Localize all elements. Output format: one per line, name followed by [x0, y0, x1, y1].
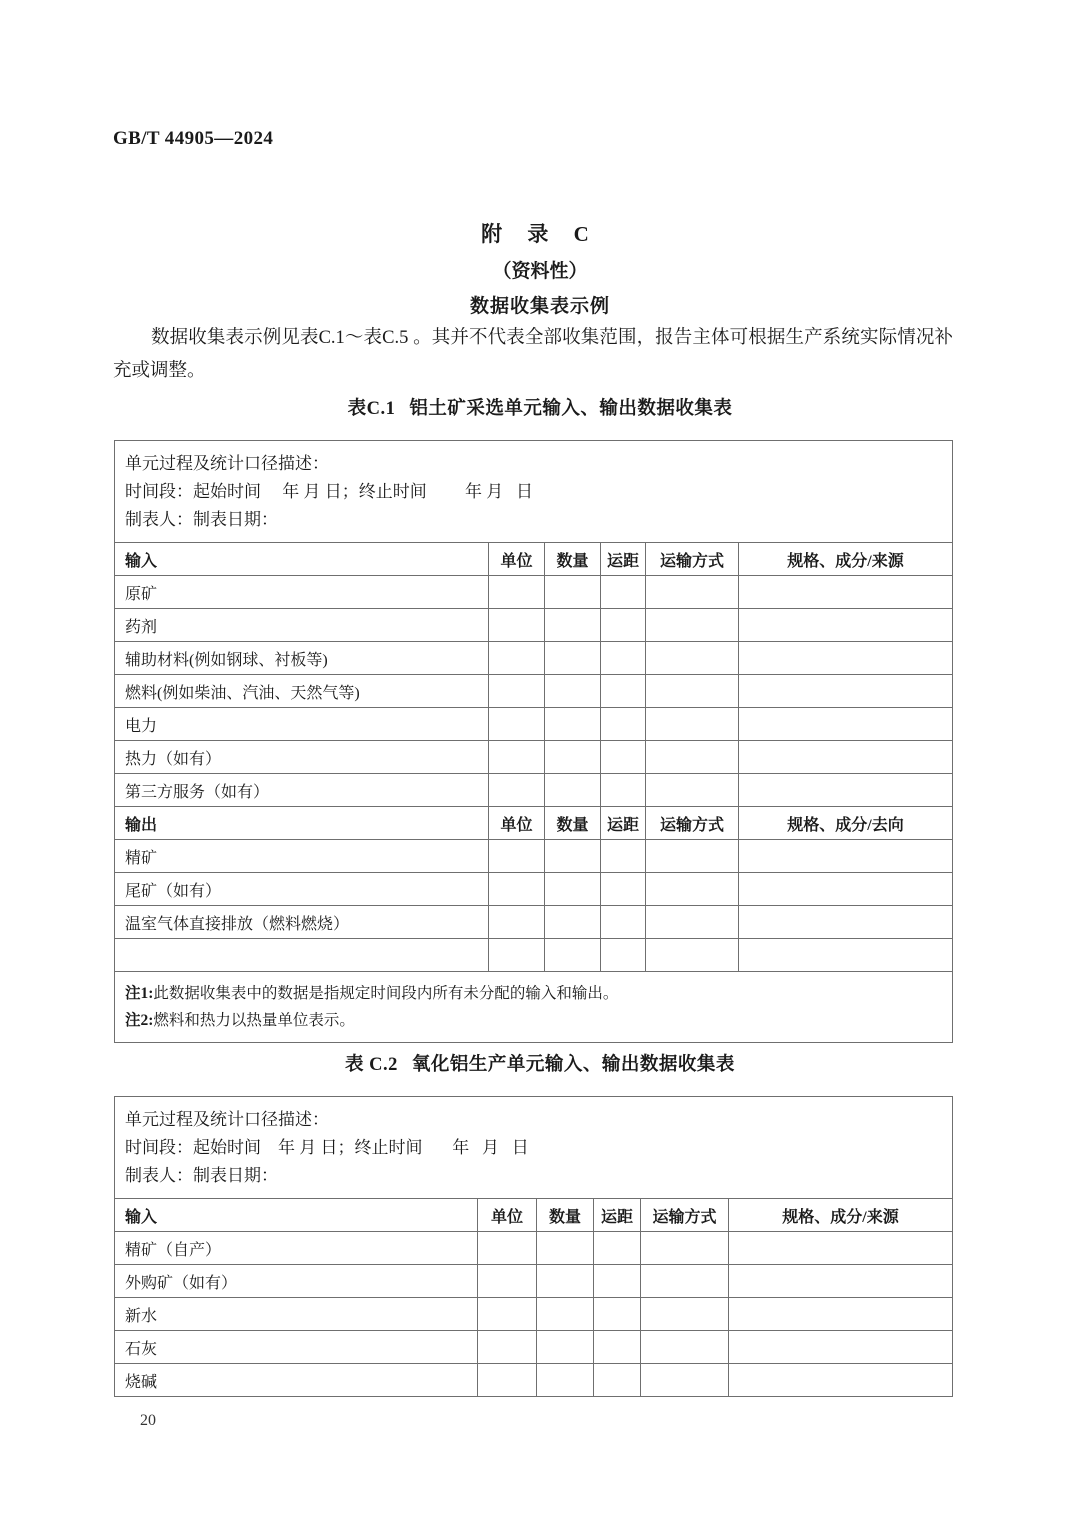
output-cell-transport[interactable] [646, 906, 739, 939]
input-cell-spec[interactable] [739, 609, 953, 642]
input-header-quantity: 数量 [545, 543, 601, 576]
input-cell-transport[interactable] [646, 642, 739, 675]
input-header-name: 输入 [115, 543, 489, 576]
table-row [115, 774, 953, 807]
input-cell-distance[interactable] [594, 1298, 641, 1331]
table-c1-caption-text: 铝土矿采选单元输入、输出数据收集表 [409, 399, 733, 419]
input-cell-distance[interactable] [601, 741, 646, 774]
table-c1-input-header-row [115, 543, 953, 576]
input-cell-spec[interactable] [739, 576, 953, 609]
description-line-2: 时间段：起始时间 年 月 日；终止时间 年 月 日 [125, 482, 533, 501]
input-cell-spec[interactable] [729, 1298, 953, 1331]
input-row-label: 第三方服务（如有） [115, 774, 489, 807]
table-c1-description-row [115, 441, 953, 543]
input-header-distance: 运距 [601, 543, 646, 576]
description-line-2: 时间段：起始时间 年 月 日；终止时间 年 月 日 [125, 1138, 529, 1157]
table-c2 [114, 1096, 953, 1397]
input-cell-distance[interactable] [594, 1364, 641, 1397]
table-row [115, 642, 953, 675]
table-row [115, 1298, 953, 1331]
output-cell-distance[interactable] [601, 873, 646, 906]
intro-paragraph: 数据收集表示例见表C.1～表C.5 。其并不代表全部收集范围，报告主体可根据生产系统实际情况补充或调整。 [113, 328, 953, 381]
input-cell-spec[interactable] [739, 708, 953, 741]
input-cell-distance[interactable] [594, 1331, 641, 1364]
input-cell-unit[interactable] [478, 1331, 537, 1364]
input-cell-transport[interactable] [646, 576, 739, 609]
input-cell-unit[interactable] [478, 1232, 537, 1265]
output-cell-quantity[interactable] [545, 906, 601, 939]
input-cell-spec[interactable] [739, 642, 953, 675]
output-cell-spec[interactable] [739, 906, 953, 939]
table-c1 [114, 440, 953, 1043]
output-cell-quantity[interactable] [545, 840, 601, 873]
table-c2-input-header-row [115, 1199, 953, 1232]
description-line-3: 制表人：制表日期： [125, 510, 278, 529]
input-header-unit: 单位 [478, 1199, 537, 1232]
input-cell-quantity[interactable] [537, 1331, 594, 1364]
input-header-unit: 单位 [489, 543, 545, 576]
table-c1-caption [0, 394, 1080, 420]
input-cell-quantity[interactable] [537, 1298, 594, 1331]
output-cell-unit[interactable] [489, 939, 545, 972]
input-cell-spec[interactable] [739, 774, 953, 807]
table-row [115, 708, 953, 741]
page-number: 20 [140, 1412, 156, 1429]
table-row [115, 1331, 953, 1364]
table-row [115, 675, 953, 708]
input-cell-spec[interactable] [729, 1232, 953, 1265]
table-c1-caption-number: 表C.1 [347, 399, 396, 419]
input-cell-quantity[interactable] [545, 609, 601, 642]
annex-heading-block [0, 218, 1080, 318]
annex-title: 附 录 C [481, 222, 599, 246]
input-cell-transport[interactable] [646, 609, 739, 642]
input-cell-unit[interactable] [489, 741, 545, 774]
output-cell-distance[interactable] [601, 906, 646, 939]
input-cell-transport[interactable] [646, 774, 739, 807]
annex-kind: （资料性） [492, 261, 588, 282]
note-label: 注2: [125, 1012, 154, 1029]
input-cell-quantity[interactable] [537, 1364, 594, 1397]
input-row-label: 烧碱 [115, 1364, 478, 1397]
table-c2-description-cell [115, 1097, 953, 1199]
input-cell-spec[interactable] [729, 1364, 953, 1397]
input-row-label: 精矿（自产） [115, 1232, 478, 1265]
output-cell-quantity[interactable] [545, 939, 601, 972]
input-cell-spec[interactable] [729, 1331, 953, 1364]
description-line-1: 单元过程及统计口径描述： [125, 1110, 329, 1129]
output-cell-spec[interactable] [739, 873, 953, 906]
note-line [125, 1007, 952, 1034]
input-row-label: 原矿 [115, 576, 489, 609]
input-cell-unit[interactable] [478, 1364, 537, 1397]
output-row-label: 精矿 [115, 840, 489, 873]
output-cell-transport[interactable] [646, 840, 739, 873]
input-cell-unit[interactable] [478, 1298, 537, 1331]
input-cell-quantity[interactable] [545, 642, 601, 675]
table-c2-caption-number: 表 C.2 [345, 1055, 398, 1075]
input-cell-quantity[interactable] [537, 1232, 594, 1265]
input-cell-quantity[interactable] [545, 741, 601, 774]
input-cell-distance[interactable] [601, 576, 646, 609]
table-row [115, 576, 953, 609]
input-cell-quantity[interactable] [545, 675, 601, 708]
output-cell-transport[interactable] [646, 939, 739, 972]
input-cell-transport[interactable] [646, 741, 739, 774]
input-cell-unit[interactable] [478, 1265, 537, 1298]
running-header: GB/T 44905—2024 [113, 128, 274, 149]
table-row [115, 1364, 953, 1397]
input-header-transport: 运输方式 [641, 1199, 729, 1232]
input-cell-transport[interactable] [641, 1232, 729, 1265]
input-row-label: 石灰 [115, 1331, 478, 1364]
table-c1-notes-cell [115, 972, 953, 1043]
input-header-spec: 规格、成分/来源 [739, 543, 953, 576]
input-cell-transport[interactable] [641, 1364, 729, 1397]
output-cell-spec[interactable] [739, 840, 953, 873]
input-row-label: 新水 [115, 1298, 478, 1331]
output-row-label: 温室气体直接排放（燃料燃烧） [115, 906, 489, 939]
table-row [115, 939, 953, 972]
input-cell-transport[interactable] [646, 675, 739, 708]
input-header-name: 输入 [115, 1199, 478, 1232]
input-row-label: 电力 [115, 708, 489, 741]
output-cell-unit[interactable] [489, 906, 545, 939]
output-header-quantity: 数量 [545, 807, 601, 840]
table-c2-caption [0, 1050, 1080, 1076]
table-c2-caption-text: 氧化铝生产单元输入、输出数据收集表 [411, 1055, 735, 1075]
input-cell-distance[interactable] [601, 708, 646, 741]
table-row [115, 1265, 953, 1298]
note-line [125, 980, 952, 1007]
input-cell-quantity[interactable] [545, 708, 601, 741]
input-row-label: 外购矿（如有） [115, 1265, 478, 1298]
input-row-label: 药剂 [115, 609, 489, 642]
input-row-label: 辅助材料(例如钢球、衬板等) [115, 642, 489, 675]
output-cell-distance[interactable] [601, 840, 646, 873]
table-row [115, 906, 953, 939]
input-cell-unit[interactable] [489, 675, 545, 708]
input-header-spec: 规格、成分/来源 [729, 1199, 953, 1232]
table-row [115, 840, 953, 873]
annex-name: 数据收集表示例 [469, 296, 610, 317]
output-header-spec: 规格、成分/去向 [739, 807, 953, 840]
note-label: 注1: [125, 985, 154, 1002]
output-header-name: 输出 [115, 807, 489, 840]
input-header-distance: 运距 [594, 1199, 641, 1232]
input-cell-transport[interactable] [641, 1265, 729, 1298]
input-cell-transport[interactable] [646, 708, 739, 741]
output-cell-distance[interactable] [601, 939, 646, 972]
input-cell-unit[interactable] [489, 708, 545, 741]
input-cell-spec[interactable] [739, 675, 953, 708]
input-cell-quantity[interactable] [537, 1265, 594, 1298]
description-line-3: 制表人：制表日期： [125, 1166, 278, 1185]
input-row-label: 热力（如有） [115, 741, 489, 774]
input-cell-distance[interactable] [601, 642, 646, 675]
table-c1-output-header-row [115, 807, 953, 840]
output-header-unit: 单位 [489, 807, 545, 840]
input-cell-transport[interactable] [641, 1331, 729, 1364]
input-cell-distance[interactable] [601, 774, 646, 807]
input-row-label: 燃料(例如柴油、汽油、天然气等) [115, 675, 489, 708]
input-cell-unit[interactable] [489, 774, 545, 807]
input-cell-transport[interactable] [641, 1298, 729, 1331]
input-cell-quantity[interactable] [545, 774, 601, 807]
output-cell-quantity[interactable] [545, 873, 601, 906]
input-cell-distance[interactable] [601, 609, 646, 642]
input-cell-unit[interactable] [489, 576, 545, 609]
table-row [115, 873, 953, 906]
input-cell-spec[interactable] [729, 1265, 953, 1298]
input-cell-spec[interactable] [739, 741, 953, 774]
input-cell-unit[interactable] [489, 642, 545, 675]
output-cell-unit[interactable] [489, 873, 545, 906]
output-row-label: 尾矿（如有） [115, 873, 489, 906]
table-c1-description-cell [115, 441, 953, 543]
table-c1-notes-row [115, 972, 953, 1043]
note-text: 此数据收集表中的数据是指规定时间段内所有未分配的输入和输出。 [153, 985, 619, 1002]
output-cell-spec[interactable] [739, 939, 953, 972]
table-row [115, 1232, 953, 1265]
description-line-1: 单元过程及统计口径描述： [125, 454, 329, 473]
output-header-transport: 运输方式 [646, 807, 739, 840]
input-cell-distance[interactable] [594, 1232, 641, 1265]
output-cell-unit[interactable] [489, 840, 545, 873]
table-row [115, 609, 953, 642]
input-cell-quantity[interactable] [545, 576, 601, 609]
input-header-transport: 运输方式 [646, 543, 739, 576]
note-text: 燃料和热力以热量单位表示。 [153, 1012, 355, 1029]
input-cell-distance[interactable] [601, 675, 646, 708]
output-row-label[interactable] [115, 939, 489, 972]
output-header-distance: 运距 [601, 807, 646, 840]
input-cell-unit[interactable] [489, 609, 545, 642]
table-c2-description-row [115, 1097, 953, 1199]
output-cell-transport[interactable] [646, 873, 739, 906]
input-cell-distance[interactable] [594, 1265, 641, 1298]
table-row [115, 741, 953, 774]
input-header-quantity: 数量 [537, 1199, 594, 1232]
